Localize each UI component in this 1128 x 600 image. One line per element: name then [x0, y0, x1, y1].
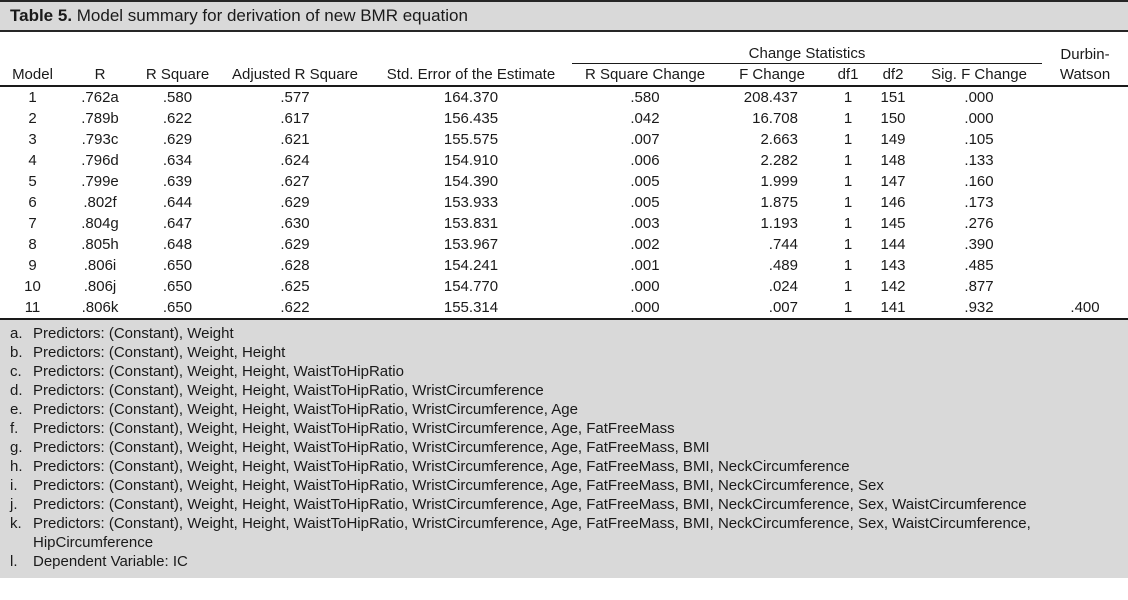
cell-adjusted-r-square: .629	[280, 236, 310, 253]
cell-durbin-watson: .400	[1042, 297, 1128, 319]
cell-r-square: .647	[162, 215, 193, 232]
footnote-item	[10, 552, 1118, 571]
cell-std-error: 153.967	[443, 236, 499, 253]
cell-df2: 145	[880, 215, 906, 232]
cell-adjusted-r-square: .622	[220, 297, 370, 319]
cell-model: 5	[28, 173, 37, 190]
cell-durbin-watson	[1042, 86, 1128, 108]
cell-df2: 147	[880, 173, 906, 190]
cell-r-square-change: .005	[630, 173, 660, 190]
change-statistics-header: Change Statistics	[572, 40, 1042, 64]
footnote-label: f.	[10, 420, 19, 437]
cell-model: 1	[28, 89, 37, 106]
table-row	[0, 129, 1128, 150]
cell-df1: 1	[843, 110, 853, 127]
cell-adjusted-r-square: .629	[280, 194, 310, 211]
cell-std-error: 154.390	[443, 173, 499, 190]
cell-r: .804g	[81, 215, 119, 232]
table-title-text: Model summary for derivation of new BMR equation	[72, 6, 468, 25]
footnote-label: c.	[10, 363, 22, 380]
group-header-row	[0, 40, 1128, 64]
cell-df2: 144	[880, 236, 906, 253]
footnote-item	[10, 362, 1118, 381]
cell-model: 3	[28, 131, 37, 148]
cell-df1: 1	[843, 89, 853, 106]
cell-sig-f-change: .173	[964, 194, 994, 211]
cell-r-square: .622	[162, 110, 193, 127]
cell-durbin-watson	[1042, 234, 1128, 255]
cell-adjusted-r-square: .625	[280, 278, 310, 295]
cell-sig-f-change: .105	[964, 131, 994, 148]
cell-r: .789b	[81, 110, 119, 127]
footnote-text: Predictors: (Constant), Weight, Height	[33, 344, 286, 361]
cell-r: .762a	[81, 89, 119, 106]
column-header-std-error: Std. Error of the Estimate	[370, 64, 572, 87]
footnote-label: b.	[10, 344, 23, 361]
cell-f-change: .744	[768, 236, 798, 253]
table-number-label: Table 5.	[10, 6, 73, 25]
cell-df2: 141	[870, 297, 916, 319]
cell-durbin-watson	[1042, 213, 1128, 234]
cell-f-change: 16.708	[752, 110, 798, 127]
cell-durbin-watson	[1042, 192, 1128, 213]
cell-df1: 1	[843, 152, 853, 169]
cell-std-error: 154.770	[443, 278, 499, 295]
table-title-bar	[0, 0, 1128, 32]
column-header-sig-f-change: Sig. F Change	[916, 64, 1042, 87]
cell-f-change: 2.663	[760, 131, 798, 148]
footnote-label: a.	[10, 325, 23, 342]
cell-r-square: .639	[162, 173, 193, 190]
cell-df2: 146	[880, 194, 906, 211]
table-row	[0, 86, 1128, 108]
cell-sig-f-change: .390	[964, 236, 994, 253]
column-header-model: Model	[0, 64, 65, 87]
cell-f-change: .024	[768, 278, 798, 295]
footnote-text: Predictors: (Constant), Weight, Height, WaistToHipRatio, WristCircumference	[33, 382, 544, 399]
cell-r: .805h	[81, 236, 119, 253]
cell-std-error: 153.933	[443, 194, 499, 211]
footnote-text: Predictors: (Constant), Weight, Height, WaistToHipRatio, WristCircumference, Age, FatFreeMass, BMI, NeckCircumference, Sex	[33, 477, 884, 494]
cell-adjusted-r-square: .628	[280, 257, 310, 274]
cell-r: .796d	[81, 152, 119, 169]
cell-sig-f-change: .276	[964, 215, 994, 232]
cell-df1: 1	[843, 131, 853, 148]
cell-durbin-watson	[1042, 129, 1128, 150]
table-row	[0, 255, 1128, 276]
footnote-text: Predictors: (Constant), Weight, Height, WaistToHipRatio, WristCircumference, Age, FatFreeMass, BMI, NeckCircumference, Sex, WaistCircumference, HipCircumference	[33, 515, 1031, 551]
cell-std-error: 156.435	[443, 110, 499, 127]
footnote-item	[10, 419, 1118, 438]
cell-model: 11	[0, 297, 65, 319]
footnote-item	[10, 514, 1118, 552]
cell-durbin-watson	[1042, 171, 1128, 192]
cell-f-change: .489	[768, 257, 798, 274]
cell-sig-f-change: .000	[964, 110, 994, 127]
cell-sig-f-change: .160	[964, 173, 994, 190]
footnote-item	[10, 457, 1118, 476]
cell-durbin-watson	[1042, 276, 1128, 297]
cell-r-square: .634	[162, 152, 193, 169]
cell-df2: 143	[880, 257, 906, 274]
column-header-f-change: F Change	[718, 64, 826, 87]
cell-df1: 1	[843, 215, 853, 232]
cell-std-error: 164.370	[443, 89, 499, 106]
cell-r-square-change: .042	[630, 110, 660, 127]
cell-r-square: .580	[162, 89, 193, 106]
column-header-r-square-change: R Square Change	[572, 64, 718, 87]
footnote-label: d.	[10, 382, 23, 399]
cell-model: 9	[28, 257, 37, 274]
cell-durbin-watson	[1042, 108, 1128, 129]
cell-r-square: .650	[162, 257, 193, 274]
cell-model: 4	[28, 152, 37, 169]
cell-r: .806j	[83, 278, 117, 295]
cell-r-square-change: .002	[630, 236, 660, 253]
footnote-label: e.	[10, 401, 23, 418]
cell-std-error: 155.314	[370, 297, 572, 319]
table-row	[0, 234, 1128, 255]
cell-r: .806k	[65, 297, 135, 319]
cell-r-square-change: .001	[630, 257, 660, 274]
cell-model: 10	[24, 278, 41, 295]
footnote-item	[10, 324, 1118, 343]
cell-df2: 149	[880, 131, 906, 148]
durbin-watson-header-line1: Durbin-	[1060, 45, 1110, 63]
cell-adjusted-r-square: .630	[280, 215, 310, 232]
table-row	[0, 171, 1128, 192]
footnote-item	[10, 438, 1118, 457]
cell-model: 6	[28, 194, 37, 211]
cell-r-square: .650	[162, 278, 193, 295]
footnote-item	[10, 400, 1118, 419]
cell-std-error: 154.241	[443, 257, 499, 274]
cell-adjusted-r-square: .627	[280, 173, 310, 190]
footnote-label: h.	[10, 458, 23, 475]
cell-f-change: 208.437	[743, 89, 798, 106]
cell-sig-f-change: .000	[964, 89, 994, 106]
cell-sig-f-change: .932	[916, 297, 1042, 319]
table-row	[0, 192, 1128, 213]
cell-f-change: .007	[718, 297, 826, 319]
cell-r: .806i	[83, 257, 117, 274]
footnote-text: Predictors: (Constant), Weight, Height, WaistToHipRatio, WristCircumference, Age, FatFreeMass, BMI, NeckCircumference	[33, 458, 850, 475]
cell-durbin-watson	[1042, 150, 1128, 171]
cell-adjusted-r-square: .624	[280, 152, 310, 169]
footnote-label: g.	[10, 439, 23, 456]
cell-f-change: 1.875	[760, 194, 798, 211]
cell-model: 2	[28, 110, 37, 127]
cell-sig-f-change: .485	[964, 257, 994, 274]
header-spacer	[0, 40, 572, 64]
column-header-adjusted-r-square: Adjusted R Square	[220, 64, 370, 87]
cell-f-change: 2.282	[760, 152, 798, 169]
footnote-text: Predictors: (Constant), Weight, Height, WaistToHipRatio, WristCircumference, Age, FatFreeMass, BMI, NeckCircumference, Sex, WaistCircumference	[33, 496, 1027, 513]
model-summary-table	[0, 40, 1128, 320]
column-header-df1: df1	[826, 64, 870, 87]
cell-f-change: 1.193	[760, 215, 798, 232]
table-row	[0, 150, 1128, 171]
table-header	[0, 40, 1128, 86]
footnote-item	[10, 381, 1118, 400]
footnote-item	[10, 476, 1118, 495]
column-header-row	[0, 64, 1128, 87]
footnote-text: Predictors: (Constant), Weight, Height, WaistToHipRatio, WristCircumference, Age, FatFreeMass	[33, 420, 675, 437]
column-header-df2: df2	[870, 64, 916, 87]
cell-r-square-change: .005	[630, 194, 660, 211]
cell-r-square: .629	[162, 131, 193, 148]
cell-df1: 1	[843, 278, 853, 295]
column-header-r: R	[65, 64, 135, 87]
cell-model: 7	[28, 215, 37, 232]
table-row	[0, 276, 1128, 297]
cell-r-square: .644	[162, 194, 193, 211]
cell-std-error: 154.910	[443, 152, 499, 169]
cell-adjusted-r-square: .621	[280, 131, 310, 148]
cell-std-error: 155.575	[443, 131, 499, 148]
cell-r-square-change: .007	[630, 131, 660, 148]
cell-sig-f-change: .133	[964, 152, 994, 169]
cell-df1: 1	[843, 194, 853, 211]
cell-r-square-change: .000	[572, 297, 718, 319]
footnote-label: l.	[10, 553, 18, 570]
cell-df2: 148	[880, 152, 906, 169]
cell-adjusted-r-square: .577	[280, 89, 310, 106]
table-row	[0, 108, 1128, 129]
cell-df1: 1	[843, 173, 853, 190]
cell-std-error: 153.831	[443, 215, 499, 232]
footnote-item	[10, 495, 1118, 514]
table-row	[0, 213, 1128, 234]
cell-r: .802f	[83, 194, 117, 211]
durbin-watson-header-line2: Watson	[1042, 64, 1128, 87]
cell-df1: 1	[826, 297, 870, 319]
footnote-item	[10, 343, 1118, 362]
cell-df2: 142	[880, 278, 906, 295]
cell-df1: 1	[843, 257, 853, 274]
footnote-text: Predictors: (Constant), Weight, Height, WaistToHipRatio	[33, 363, 404, 380]
cell-r-square: .648	[162, 236, 193, 253]
cell-durbin-watson	[1042, 255, 1128, 276]
cell-df2: 150	[880, 110, 906, 127]
footnotes-section	[0, 320, 1128, 578]
cell-r-square-change: .580	[630, 89, 660, 106]
footnote-text: Dependent Variable: IC	[33, 553, 188, 570]
cell-r: .793c	[81, 131, 119, 148]
footnote-text: Predictors: (Constant), Weight	[33, 325, 234, 342]
cell-adjusted-r-square: .617	[280, 110, 310, 127]
footnote-label: k.	[10, 515, 22, 532]
footnote-text: Predictors: (Constant), Weight, Height, WaistToHipRatio, WristCircumference, Age, FatFreeMass, BMI	[33, 439, 710, 456]
cell-r-square: .650	[135, 297, 220, 319]
cell-r-square-change: .006	[630, 152, 660, 169]
cell-r: .799e	[81, 173, 119, 190]
cell-f-change: 1.999	[760, 173, 798, 190]
column-header-r-square: R Square	[135, 64, 220, 87]
cell-r-square-change: .003	[630, 215, 660, 232]
cell-r-square-change: .000	[630, 278, 660, 295]
footnote-label: i.	[10, 477, 18, 494]
cell-df2: 151	[880, 89, 906, 106]
footnote-text: Predictors: (Constant), Weight, Height, WaistToHipRatio, WristCircumference, Age	[33, 401, 578, 418]
cell-df1: 1	[843, 236, 853, 253]
cell-sig-f-change: .877	[964, 278, 994, 295]
cell-model: 8	[28, 236, 37, 253]
footnote-label: j.	[10, 496, 18, 513]
table-row	[0, 297, 1128, 319]
table-body	[0, 86, 1128, 319]
